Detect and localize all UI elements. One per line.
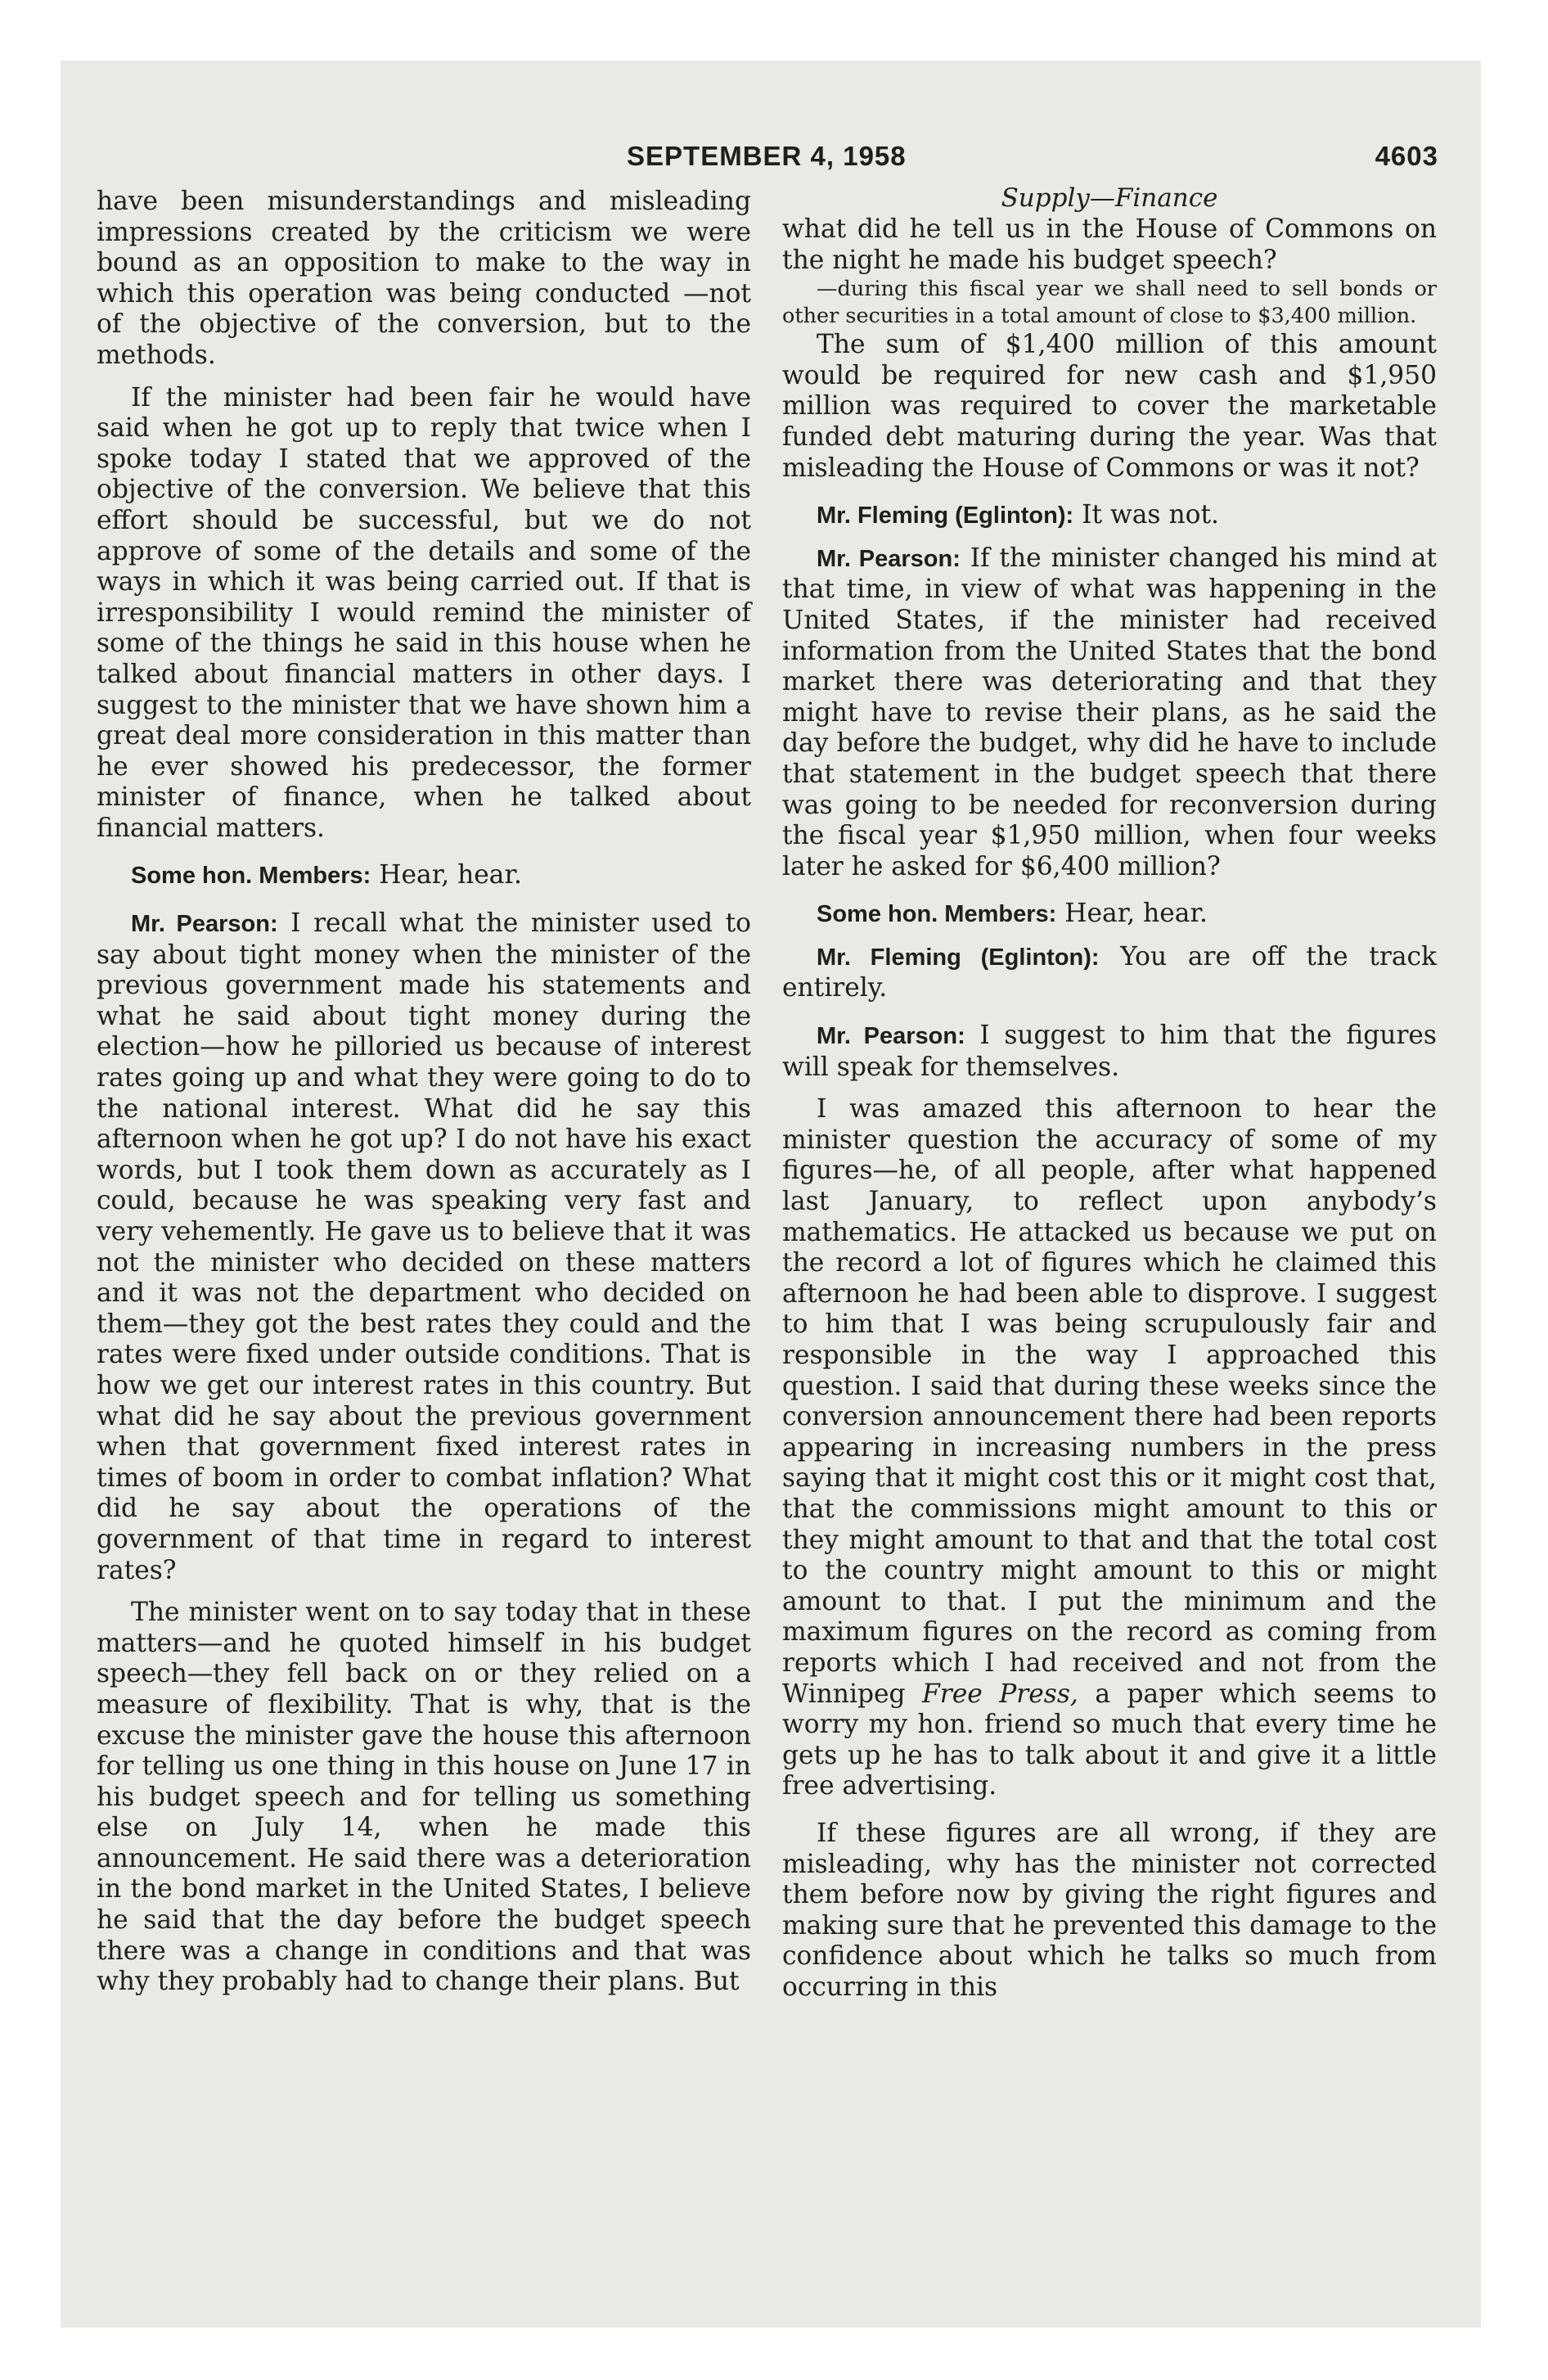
speech-text: Hear, hear. xyxy=(379,860,522,890)
speech xyxy=(97,908,751,1586)
speech xyxy=(97,860,751,892)
speaker-name: Mr. Fleming (Eglinton): xyxy=(817,503,1074,530)
page-date: SEPTEMBER 4, 1958 xyxy=(627,141,907,171)
page-number: 4603 xyxy=(1375,141,1438,171)
budget-speech-quote: —during this fiscal year we shall need to sell bonds or other securities in a total amount of close to $3,400 million. xyxy=(782,277,1437,329)
speech xyxy=(782,942,1437,1004)
speech-text: It was not. xyxy=(1082,500,1219,530)
speech xyxy=(782,899,1437,931)
speaker-name: Mr. Pearson: xyxy=(131,911,278,938)
speech-text: Hear, hear. xyxy=(1064,899,1208,929)
speaker-name: Some hon. Members: xyxy=(817,901,1057,928)
speech xyxy=(782,500,1437,532)
left-column xyxy=(97,187,751,1998)
speech-text: If the minister changed his mind at that time, in view of what was happening in the United States, if the minister had received information from the United States that the bond market there was deteriorating and that they might have to revise their plans, as he said the day before the budget, why did he have to include that statement in the budget speech that there was going to be needed for reconversion during the fiscal year $1,950 million, when four weeks later he asked for $6,400 million? xyxy=(782,543,1438,881)
speaker-name: Mr. Pearson: xyxy=(817,545,961,572)
hansard-page xyxy=(97,141,1438,2301)
paragraph: The sum of $1,400 million of this amount would be required for new cash and $1,950 million was required to cover the marketable funded debt maturing during the year. Was that misleading the House of Commons or was it not? xyxy=(782,330,1437,483)
speaker-name: Mr. Fleming (Eglinton): xyxy=(817,944,1100,971)
speech-text: I recall what the minister used to say about tight money when the minister of the previous government made his statements and what he said about tight money during the election—how he pilloried us because of interest rates going up and what they were going to do to the national interest. What did he say this afternoon when he got up? I do not have his exact words, but I took them down as accurately as I could, because he was speaking very fast and very vehemently. He gave us to believe that it was not the minister who decided on these matters and it was not the department who decided on them—they got the best rates they could and the rates were fixed under outside conditions. That is how we get our interest rates in this country. But what did he say about the previous government when that government fixed interest rates in times of boom in order to combat inflation? What did he say about the operations of the government of that time in regard to interest rates? xyxy=(97,908,751,1585)
paragraph-text: I was amazed this afternoon to hear the minister question the accuracy of some of my figures—he, of all people, after what happened last January, to reflect upon anybody’s mathematics. He attacked us because we put on the record a lot of figures which he claimed this afternoon he had been able to disprove. I suggest to him that I was being scrupulously fair and responsible in the way I approached this question. I said that during these weeks since the conversion announcement there had been reports appearing in increasing numbers in the press saying that it might cost this or it might cost that, that the commissions might amount to this or they might amount to that and that the total cost to the country might amount to this or might amount to that. I put the minimum and the maximum figures on the record as coming from reports which I had received and not from the Winnipeg xyxy=(782,1094,1437,1709)
speech xyxy=(782,543,1437,883)
paragraph: what did he tell us in the House of Commons on the night he made his budget speech? xyxy=(782,214,1437,275)
paragraph-text-continued: a paper which seems to worry my hon. friend so much that every time he gets up he has to talk about it and give it a little free advertising. xyxy=(782,1679,1437,1801)
paragraph: If the minister had been fair he would have said when he got up to reply that twice when I spoke today I stated that we approved of the objective of the conversion. We believe that this effort should be successful, but we do not approve of some of the details and some of the ways in which it was being carried out. If that is irresponsibility I would remind the minister of some of the things he said in this house when he talked about financial matters in other days. I suggest to the minister that we have shown him a great deal more consideration in this matter than he ever showed his predecessor, the former minister of finance, when he talked about financial matters. xyxy=(97,382,751,843)
speech-text: You are off the track entirely. xyxy=(782,941,1437,1003)
running-head: Supply—Finance xyxy=(1001,183,1218,213)
speaker-name: Mr. Pearson: xyxy=(817,1023,965,1050)
paragraph xyxy=(782,1094,1437,1802)
newspaper-name: Free Press, xyxy=(922,1679,1078,1709)
paragraph: If these figures are all wrong, if they are misleading, why has the minister not corrected them before now by giving the right figures and making sure that he prevented this damage to the confidence about which he talks so much from occurring in this xyxy=(782,1818,1437,2002)
paragraph: have been misunderstandings and misleading impressions created by the criticism we were bound as an opposition to make to the way in which this operation was being conducted —not of the objective of the conversion, but to the methods. xyxy=(97,187,751,370)
right-column xyxy=(782,182,1437,2003)
page-header xyxy=(97,141,1438,187)
speech xyxy=(782,1021,1437,1083)
paragraph: The minister went on to say today that in these matters—and he quoted himself in his budget speech—they fell back on or they relied on a measure of flexibility. That is why, that is the excuse the minister gave the house this afternoon for telling us one thing in this house on June 17 in his budget speech and for telling us something else on July 14, when he made this announcement. He said there was a deterioration in the bond market in the United States, I believe he said that the day before the budget speech there was a change in conditions and that was why they probably had to change their plans. But xyxy=(97,1598,751,1997)
speech-text: I suggest to him that the figures will speak for themselves. xyxy=(782,1021,1437,1082)
speaker-name: Some hon. Members: xyxy=(131,863,371,890)
